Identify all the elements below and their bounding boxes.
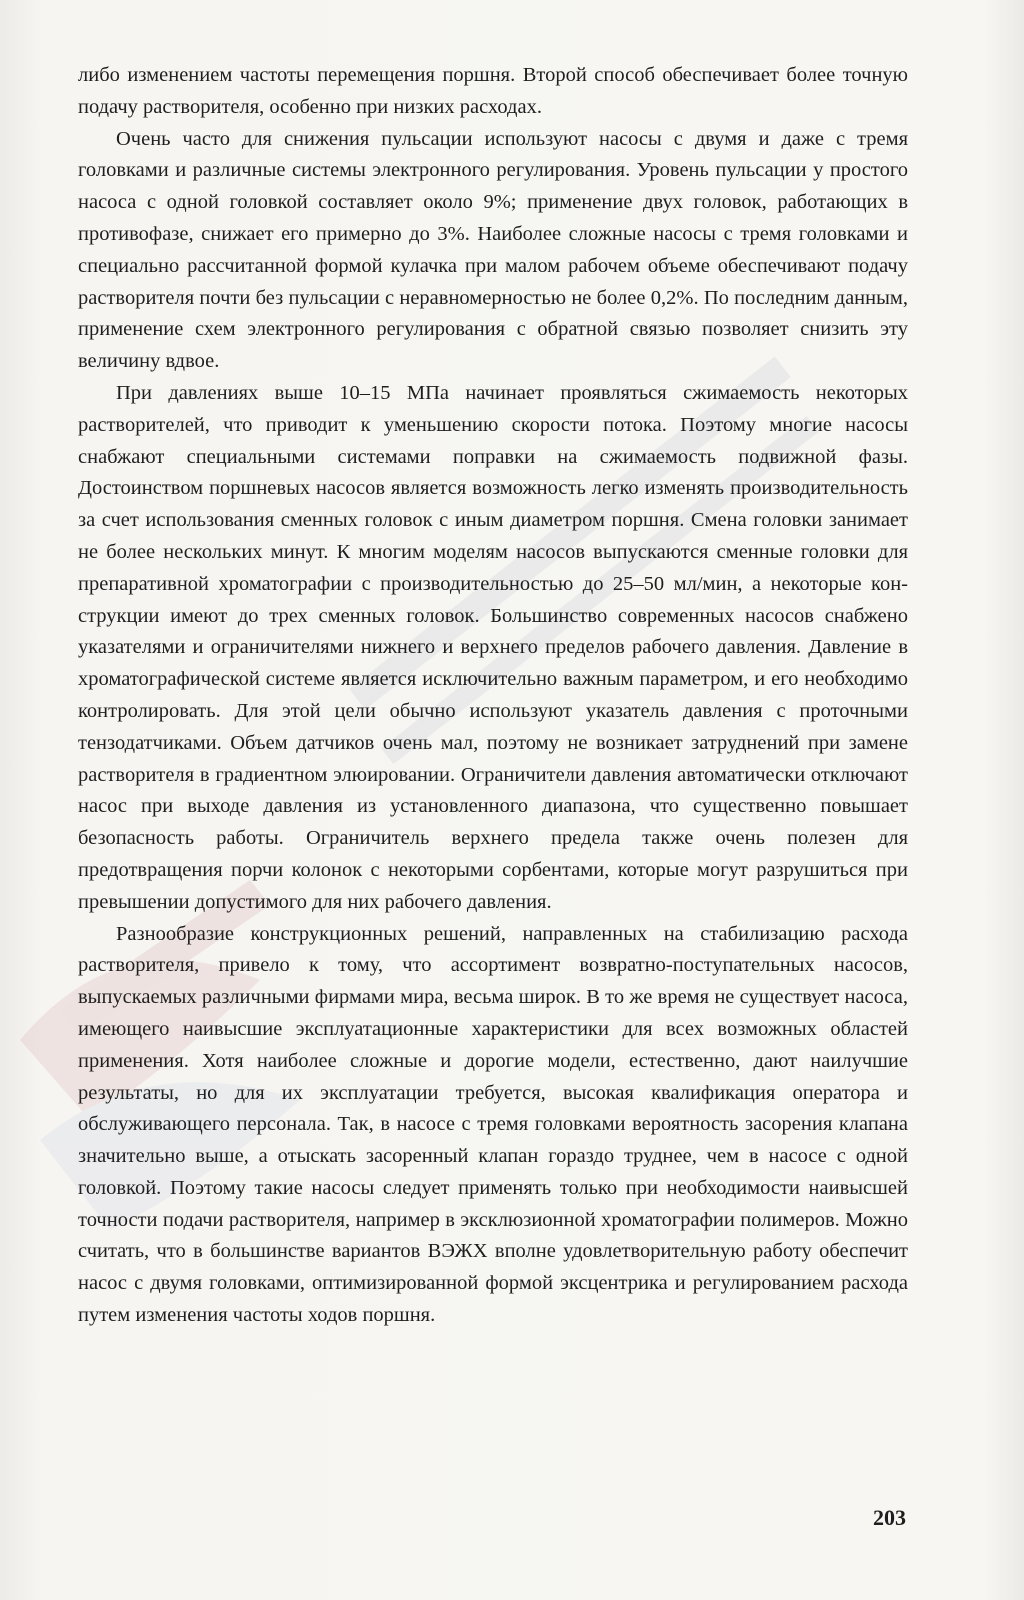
paragraph-compressibility: При давлениях выше 10–15 МПа начинает проявляться сжимаемость некоторых растворителей, что приводит к уменьшению скорости потока. Поэтому многие насосы снабжают специальными системами поправки на сжимаемость подвижной фазы. Достоинством поршневых насосов является возможность легко изменять производительность за счет использования сменных головок с иным диаметром поршня. Смена головки занимает не более нескольких минут. К многим моделям насосов выпускаются сменные головки для препаративной хроматографии с производительностью до 25–50 мл/мин, а некоторые конструкции имеют до трех сменных головок. Большинство современных насосов снабжено указателями и ограничителями нижнего и верхнего пределов рабочего давления. Давление в хроматографической системе является исключительно важным параметром, и его необходимо контролировать. Для этой цели обычно используют указатель давления с проточными тензодатчиками. Объем датчиков очень мал, поэтому не возникает затруднений при замене растворителя в градиентном элюировании. Ограничители давления автоматически отключают насос при выходе давления из установленного диапазона, что существенно повышает безопасность работы. Ограничитель верхнего предела также очень полезен для предотвращения порчи колонок с некоторыми сорбентами, которые могут разрушиться при превышении допустимого для них рабочего давления. — [78, 381, 908, 913]
page-number: 203 — [873, 1505, 906, 1530]
paragraph-pulsation: Очень часто для снижения пульсации используют насосы с двумя и даже с тремя головками и различные системы электронного регулирования. Уровень пульсации у простого насоса с одной головкой составляет около 9%; применение двух головок, работающих в противофазе, снижает его примерно до 3%. Наиболее сложные насосы с тремя головками и специально рассчитанной формой кулачка при малом рабочем объеме обеспечивают подачу растворителя почти без пульсации с неравномерностью не более 0,2%. По последним данным, применение схем электронного регулирования с обратной связью позволяет снизить эту величину вдвое. — [78, 127, 908, 373]
paragraph-pump-variety: Разнообразие конструкционных решений, направленных на стабилизацию расхода растворителя, привело к тому, что ассортимент возвратно-поступательных насосов, выпускаемых различными фирмами мира, весьма широк. В то же время не существует насоса, имеющего наивысшие эксплуатационные характеристики для всех возможных областей применения. Хотя наиболее сложные и дорогие модели, естественно, дают наилучшие результаты, но для их эксплуатации требуется, высокая квалификация оператора и обслуживающего персонала. Так, в насосе с тремя головками вероятность засорения клапана значительно выше, а отыскать засоренный клапан гораздо труднее, чем в насосе с одной головкой. Поэтому такие насосы следует применять только при необходимости наивысшей точности подачи растворителя, например в эксклюзионной хроматографии полимеров. Можно считать, что в большинстве вариантов ВЭЖХ вполне удовлетворительную работу обеспечит насос с двумя головками, оптимизированной формой эксцентрика и регулированием расхода путем изменения частоты ходов поршня. — [78, 922, 908, 1327]
paragraph-continuation: либо изменением частоты перемещения поршня. Второй способ обеспечивает более точную подачу растворителя, особенно при низких расходах. — [78, 64, 908, 118]
body-text — [78, 60, 908, 1332]
